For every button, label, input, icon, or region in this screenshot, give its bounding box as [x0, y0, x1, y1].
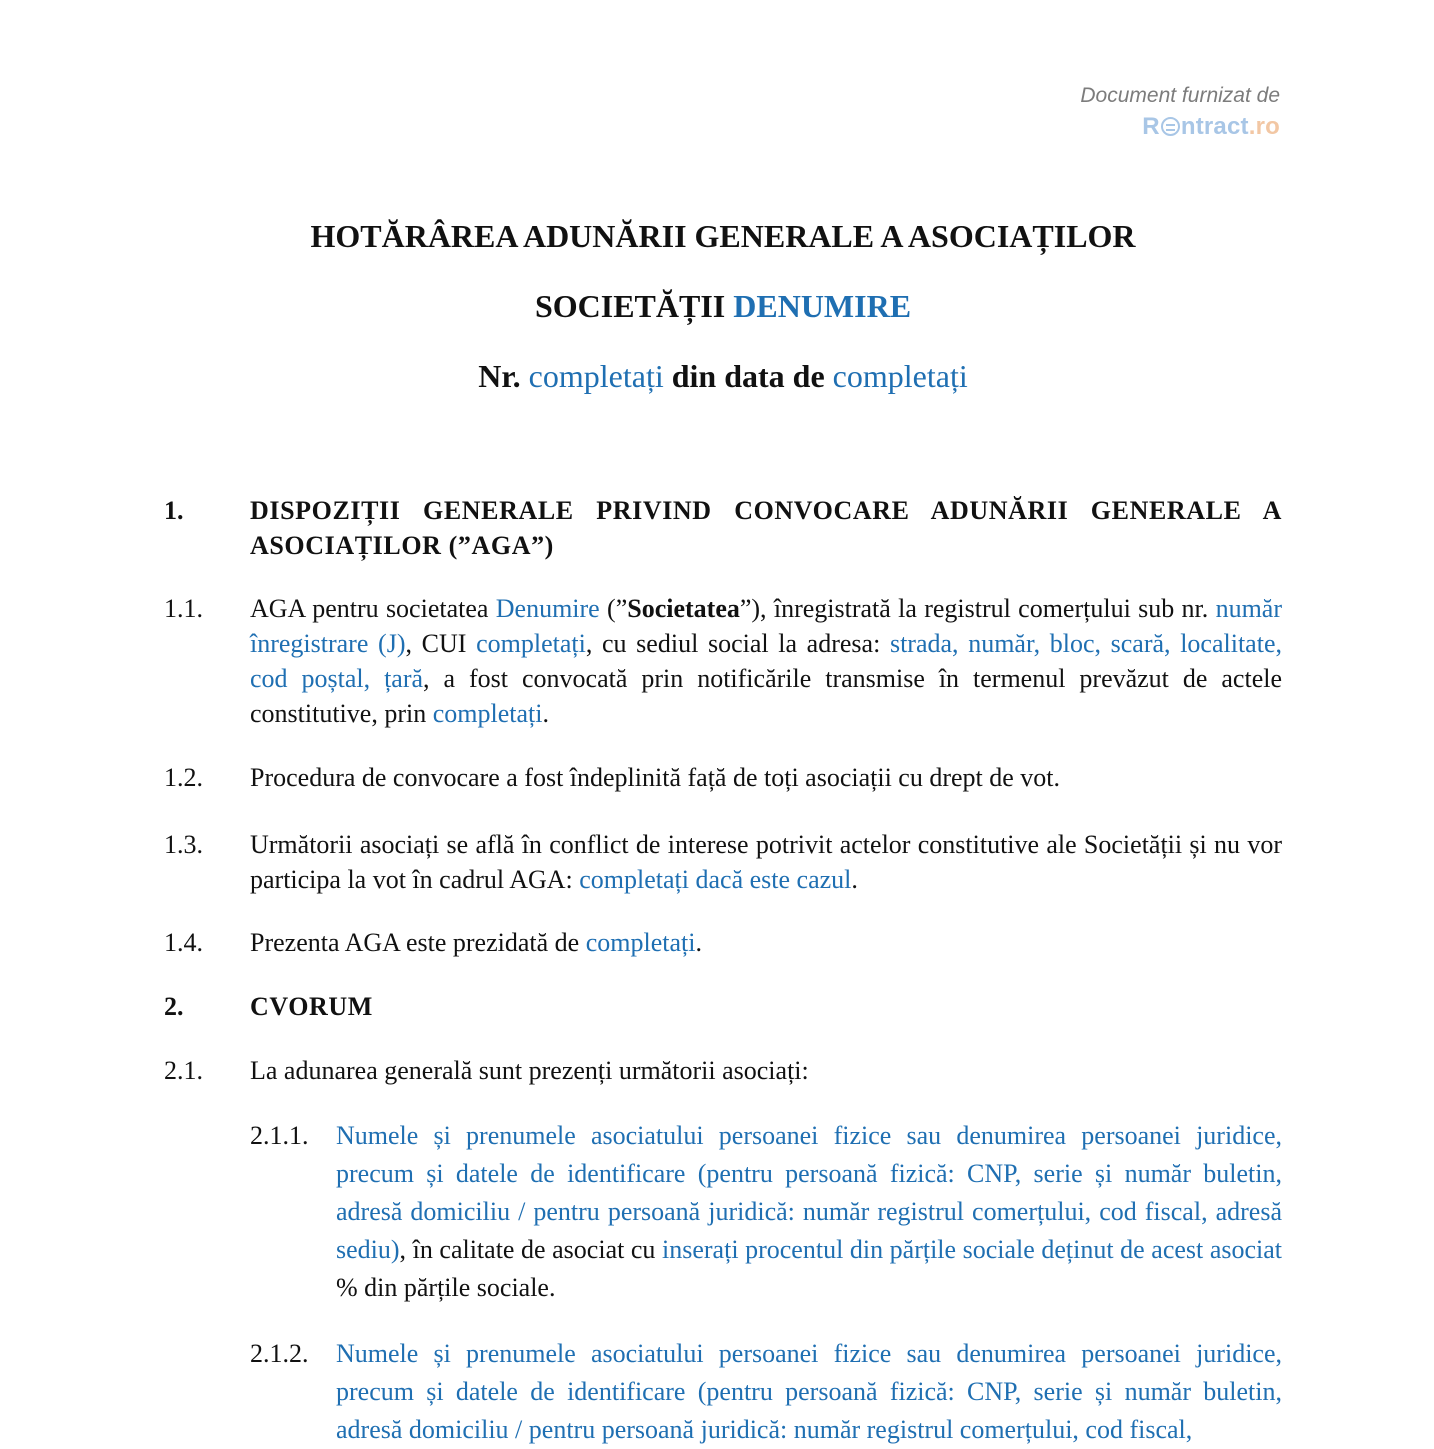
logo-letter-r: R [1142, 113, 1160, 140]
document-title: HOTĂRÂREA ADUNĂRII GENERALE A ASOCIAȚILOR [310, 218, 1136, 254]
section-1-heading: DISPOZIȚII GENERALE PRIVIND CONVOCARE ADUNĂRII GENERALE A ASOCIAȚILOR (”AGA”) [250, 496, 1282, 560]
clause-2-1-1-number: 2.1.1. [250, 1121, 309, 1150]
associate-identification-field[interactable]: Numele și prenumele asociatului persoanei fizice sau denumirea persoanei juridice, precum și datele de identificare (pentru persoană fizică: CNP, serie și număr buletin, adresă domiciliu / pentru persoană juridică: număr registrul comerțului, cod fiscal, adresă sediu) [336, 1121, 1282, 1264]
section-1-number: 1. [164, 496, 184, 525]
clause-text: Următorii asociați se află în conflict de interese potrivit actelor constitutive ale Societății și nu vor participa la vot în cadrul AGA: [250, 830, 1282, 894]
convocation-method-field[interactable]: completați [432, 699, 543, 728]
clause-text: . [695, 928, 702, 957]
clause-text: (” [599, 594, 628, 623]
clause-text: AGA pentru societatea [250, 594, 496, 623]
provider-caption: Document furnizat de [1080, 84, 1280, 107]
clause-text: , în calitate de asociat cu [399, 1235, 663, 1264]
clause-text: . [851, 865, 858, 894]
company-name-placeholder[interactable]: DENUMIRE [733, 288, 912, 324]
date-placeholder[interactable]: completați [832, 358, 968, 394]
clause-text: , a fost convocată prin notificările transmise în termenul prevăzut de actele constitutive, prin [250, 664, 1282, 728]
clause-2-1-2 [336, 1335, 1282, 1449]
company-prefix: SOCIETĂȚII [534, 288, 726, 324]
clause-text: % din părțile sociale. [336, 1273, 556, 1302]
clause-1-4-number: 1.4. [164, 928, 203, 957]
logo-ro: .ro [1248, 113, 1280, 140]
company-line [0, 286, 1434, 326]
company-name-field[interactable]: Denumire [495, 594, 600, 623]
clause-1-1 [250, 591, 1282, 731]
section-2-heading: CVORUM [250, 992, 373, 1021]
date-label: din data de [671, 358, 825, 394]
logo-ntract: ntract [1180, 113, 1249, 140]
clause-text: , CUI [405, 629, 477, 658]
conflict-of-interest-field[interactable]: completați dacă este cazul [579, 865, 852, 894]
clause-1-2: Procedura de convocare a fost îndeplinită față de toți asociații cu drept de vot. [250, 763, 1061, 792]
clause-1-4 [250, 925, 1282, 960]
clause-2-1-number: 2.1. [164, 1056, 203, 1085]
section-2-number: 2. [164, 992, 184, 1021]
associate-identification-field[interactable]: Numele și prenumele asociatului persoanei fizice sau denumirea persoanei juridice, precum și datele de identificare (pentru persoană fizică: CNP, serie și număr buletin, adresă domiciliu / pentru persoană juridică: număr registrul comerțului, cod fiscal, [336, 1339, 1282, 1444]
clause-2-1: La adunarea generală sunt prezenți următorii asociați: [250, 1056, 809, 1085]
clause-text: , cu sediul social la adresa: [585, 629, 890, 658]
clause-1-3-number: 1.3. [164, 830, 203, 859]
clause-text: . [542, 699, 549, 728]
address-field[interactable]: strada, număr, bloc, scară, localitate, cod poștal, țară [250, 629, 1282, 693]
logo-circle-icon [1161, 117, 1180, 136]
clause-text: Prezenta AGA este prezidată de [250, 928, 586, 957]
clause-1-2-number: 1.2. [164, 763, 203, 792]
clause-1-3 [250, 827, 1282, 897]
cui-field[interactable]: completați [476, 629, 586, 658]
clause-2-1-1 [336, 1117, 1282, 1307]
clause-1-1-number: 1.1. [164, 594, 203, 623]
chairperson-field[interactable]: completați [585, 928, 696, 957]
clause-text: ”), înregistrată la registrul comerțului sub nr. [739, 594, 1216, 623]
provider-block [1080, 84, 1280, 142]
number-date-line [0, 356, 1434, 396]
defined-term: Societatea [627, 594, 740, 623]
nr-label: Nr. [478, 358, 521, 394]
registration-number-field[interactable]: număr înregistrare (J) [250, 594, 1282, 658]
share-percentage-field[interactable]: inserați procentul din părțile sociale deținut de acest asociat [662, 1235, 1282, 1264]
number-placeholder[interactable]: completați [528, 358, 664, 394]
rontract-logo[interactable] [1080, 112, 1280, 142]
clause-2-1-2-number: 2.1.2. [250, 1339, 309, 1368]
